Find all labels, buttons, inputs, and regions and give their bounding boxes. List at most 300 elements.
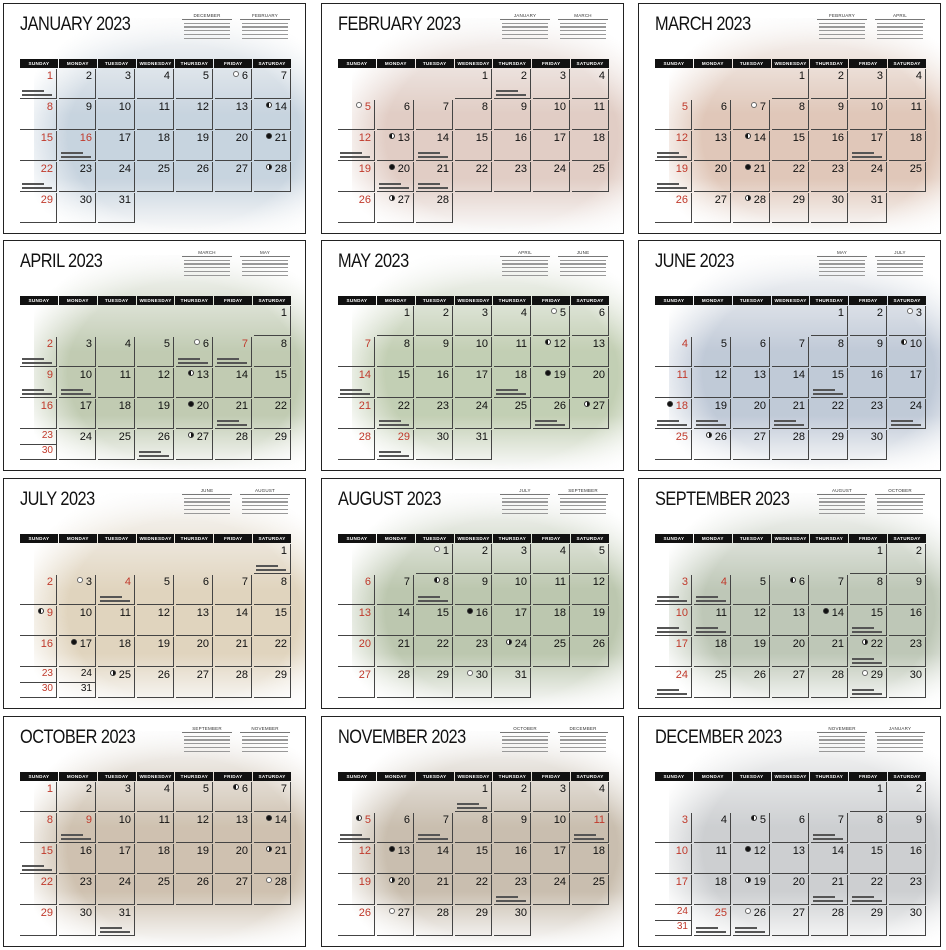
day-cell[interactable] (811, 875, 848, 905)
day-cell[interactable] (572, 637, 609, 667)
day-cell[interactable] (494, 668, 531, 698)
day-cell[interactable] (176, 668, 213, 698)
day-cell[interactable] (59, 606, 96, 636)
day-cell[interactable] (176, 606, 213, 636)
day-cell[interactable] (533, 844, 570, 874)
day-cell[interactable] (254, 100, 291, 130)
day-cell[interactable] (338, 875, 375, 905)
day-cell[interactable] (455, 668, 492, 698)
day-cell[interactable] (377, 575, 414, 605)
day-cell[interactable] (59, 683, 96, 698)
day-cell[interactable] (811, 368, 848, 398)
day-cell[interactable] (455, 306, 492, 336)
day-cell[interactable] (572, 399, 609, 429)
day-cell[interactable] (772, 337, 809, 367)
day-cell[interactable] (572, 606, 609, 636)
day-cell[interactable] (338, 668, 375, 698)
day-cell[interactable] (215, 368, 252, 398)
day-cell[interactable] (98, 606, 135, 636)
day-cell[interactable] (889, 844, 926, 874)
day-cell[interactable] (137, 430, 174, 460)
day-cell[interactable] (98, 131, 135, 161)
day-cell[interactable] (772, 844, 809, 874)
day-cell[interactable] (254, 844, 291, 874)
day-cell[interactable] (20, 131, 57, 161)
day-cell[interactable] (254, 875, 291, 905)
day-cell[interactable] (215, 813, 252, 843)
day-cell[interactable] (455, 399, 492, 429)
day-cell[interactable] (733, 575, 770, 605)
day-cell[interactable] (59, 575, 96, 605)
day-cell[interactable] (772, 606, 809, 636)
day-cell[interactable] (572, 575, 609, 605)
day-cell[interactable] (455, 813, 492, 843)
day-cell[interactable] (20, 100, 57, 130)
day-cell[interactable] (811, 668, 848, 698)
day-cell[interactable] (176, 430, 213, 460)
day-cell[interactable] (215, 162, 252, 192)
day-cell[interactable] (338, 575, 375, 605)
day-cell[interactable] (655, 100, 692, 130)
day-cell[interactable] (772, 131, 809, 161)
day-cell[interactable] (416, 637, 453, 667)
day-cell[interactable] (98, 875, 135, 905)
day-cell[interactable] (494, 875, 531, 905)
day-cell[interactable] (215, 875, 252, 905)
day-cell[interactable] (533, 875, 570, 905)
day-cell[interactable] (455, 162, 492, 192)
day-cell[interactable] (772, 875, 809, 905)
day-cell[interactable] (733, 606, 770, 636)
day-cell[interactable] (98, 668, 135, 698)
day-cell[interactable] (416, 544, 453, 574)
day-cell[interactable] (850, 430, 887, 460)
day-cell[interactable] (889, 782, 926, 812)
day-cell[interactable] (694, 875, 731, 905)
day-cell[interactable] (416, 306, 453, 336)
day-cell[interactable] (254, 813, 291, 843)
day-cell[interactable] (889, 637, 926, 667)
day-cell[interactable] (889, 668, 926, 698)
day-cell[interactable] (377, 430, 414, 460)
day-cell[interactable] (772, 575, 809, 605)
day-cell[interactable] (377, 606, 414, 636)
day-cell[interactable] (850, 306, 887, 336)
day-cell[interactable] (377, 131, 414, 161)
day-cell[interactable] (20, 575, 57, 605)
day-cell[interactable] (20, 69, 57, 99)
day-cell[interactable] (338, 844, 375, 874)
day-cell[interactable] (655, 844, 692, 874)
day-cell[interactable] (772, 813, 809, 843)
day-cell[interactable] (176, 69, 213, 99)
day-cell[interactable] (59, 69, 96, 99)
day-cell[interactable] (377, 844, 414, 874)
day-cell[interactable] (215, 575, 252, 605)
day-cell[interactable] (254, 162, 291, 192)
day-cell[interactable] (20, 162, 57, 192)
day-cell[interactable] (416, 100, 453, 130)
day-cell[interactable] (455, 875, 492, 905)
day-cell[interactable] (533, 100, 570, 130)
day-cell[interactable] (655, 875, 692, 905)
day-cell[interactable] (694, 637, 731, 667)
day-cell[interactable] (338, 100, 375, 130)
day-cell[interactable] (416, 575, 453, 605)
day-cell[interactable] (338, 813, 375, 843)
day-cell[interactable] (850, 399, 887, 429)
day-cell[interactable] (254, 430, 291, 460)
day-cell[interactable] (494, 906, 531, 936)
day-cell[interactable] (176, 844, 213, 874)
day-cell[interactable] (98, 782, 135, 812)
day-cell[interactable] (655, 921, 692, 936)
day-cell[interactable] (377, 906, 414, 936)
day-cell[interactable] (176, 368, 213, 398)
day-cell[interactable] (811, 844, 848, 874)
day-cell[interactable] (215, 430, 252, 460)
day-cell[interactable] (176, 575, 213, 605)
day-cell[interactable] (655, 193, 692, 223)
day-cell[interactable] (377, 337, 414, 367)
day-cell[interactable] (215, 131, 252, 161)
day-cell[interactable] (215, 399, 252, 429)
day-cell[interactable] (215, 337, 252, 367)
day-cell[interactable] (850, 606, 887, 636)
day-cell[interactable] (772, 430, 809, 460)
day-cell[interactable] (254, 368, 291, 398)
day-cell[interactable] (377, 813, 414, 843)
day-cell[interactable] (455, 368, 492, 398)
day-cell[interactable] (137, 637, 174, 667)
day-cell[interactable] (20, 683, 57, 698)
day-cell[interactable] (215, 844, 252, 874)
day-cell[interactable] (811, 606, 848, 636)
day-cell[interactable] (254, 637, 291, 667)
day-cell[interactable] (59, 668, 96, 683)
day-cell[interactable] (572, 875, 609, 905)
day-cell[interactable] (811, 100, 848, 130)
day-cell[interactable] (494, 306, 531, 336)
day-cell[interactable] (59, 844, 96, 874)
day-cell[interactable] (533, 69, 570, 99)
day-cell[interactable] (137, 337, 174, 367)
day-cell[interactable] (772, 368, 809, 398)
day-cell[interactable] (494, 162, 531, 192)
day-cell[interactable] (59, 399, 96, 429)
day-cell[interactable] (59, 193, 96, 223)
day-cell[interactable] (137, 782, 174, 812)
day-cell[interactable] (889, 131, 926, 161)
day-cell[interactable] (455, 100, 492, 130)
day-cell[interactable] (176, 100, 213, 130)
day-cell[interactable] (533, 544, 570, 574)
day-cell[interactable] (850, 813, 887, 843)
day-cell[interactable] (176, 162, 213, 192)
day-cell[interactable] (694, 193, 731, 223)
day-cell[interactable] (59, 813, 96, 843)
day-cell[interactable] (416, 162, 453, 192)
day-cell[interactable] (377, 668, 414, 698)
day-cell[interactable] (215, 668, 252, 698)
day-cell[interactable] (572, 782, 609, 812)
day-cell[interactable] (494, 813, 531, 843)
day-cell[interactable] (98, 575, 135, 605)
day-cell[interactable] (889, 544, 926, 574)
day-cell[interactable] (772, 69, 809, 99)
day-cell[interactable] (733, 399, 770, 429)
day-cell[interactable] (20, 606, 57, 636)
day-cell[interactable] (533, 399, 570, 429)
day-cell[interactable] (694, 131, 731, 161)
day-cell[interactable] (416, 906, 453, 936)
day-cell[interactable] (20, 782, 57, 812)
day-cell[interactable] (533, 162, 570, 192)
day-cell[interactable] (254, 575, 291, 605)
day-cell[interactable] (533, 306, 570, 336)
day-cell[interactable] (850, 844, 887, 874)
day-cell[interactable] (811, 337, 848, 367)
day-cell[interactable] (20, 445, 57, 460)
day-cell[interactable] (98, 69, 135, 99)
day-cell[interactable] (137, 100, 174, 130)
day-cell[interactable] (98, 637, 135, 667)
day-cell[interactable] (254, 668, 291, 698)
day-cell[interactable] (98, 430, 135, 460)
day-cell[interactable] (20, 430, 57, 445)
day-cell[interactable] (455, 575, 492, 605)
day-cell[interactable] (850, 637, 887, 667)
day-cell[interactable] (59, 131, 96, 161)
day-cell[interactable] (20, 637, 57, 667)
day-cell[interactable] (416, 193, 453, 223)
day-cell[interactable] (338, 906, 375, 936)
day-cell[interactable] (20, 337, 57, 367)
day-cell[interactable] (98, 844, 135, 874)
day-cell[interactable] (254, 544, 291, 574)
day-cell[interactable] (733, 337, 770, 367)
day-cell[interactable] (694, 162, 731, 192)
day-cell[interactable] (772, 193, 809, 223)
day-cell[interactable] (733, 844, 770, 874)
day-cell[interactable] (533, 637, 570, 667)
day-cell[interactable] (850, 193, 887, 223)
day-cell[interactable] (98, 100, 135, 130)
day-cell[interactable] (889, 875, 926, 905)
day-cell[interactable] (59, 637, 96, 667)
day-cell[interactable] (20, 399, 57, 429)
day-cell[interactable] (733, 430, 770, 460)
day-cell[interactable] (733, 875, 770, 905)
day-cell[interactable] (338, 337, 375, 367)
day-cell[interactable] (455, 606, 492, 636)
day-cell[interactable] (655, 668, 692, 698)
day-cell[interactable] (655, 575, 692, 605)
day-cell[interactable] (889, 69, 926, 99)
day-cell[interactable] (176, 337, 213, 367)
day-cell[interactable] (889, 606, 926, 636)
day-cell[interactable] (850, 131, 887, 161)
day-cell[interactable] (176, 637, 213, 667)
day-cell[interactable] (377, 100, 414, 130)
day-cell[interactable] (176, 813, 213, 843)
day-cell[interactable] (811, 399, 848, 429)
day-cell[interactable] (694, 368, 731, 398)
day-cell[interactable] (176, 131, 213, 161)
day-cell[interactable] (772, 906, 809, 936)
day-cell[interactable] (137, 813, 174, 843)
day-cell[interactable] (254, 399, 291, 429)
day-cell[interactable] (494, 131, 531, 161)
day-cell[interactable] (455, 844, 492, 874)
day-cell[interactable] (137, 668, 174, 698)
day-cell[interactable] (655, 906, 692, 921)
day-cell[interactable] (850, 162, 887, 192)
day-cell[interactable] (494, 100, 531, 130)
day-cell[interactable] (455, 337, 492, 367)
day-cell[interactable] (694, 575, 731, 605)
day-cell[interactable] (494, 368, 531, 398)
day-cell[interactable] (655, 368, 692, 398)
day-cell[interactable] (377, 875, 414, 905)
day-cell[interactable] (850, 100, 887, 130)
day-cell[interactable] (655, 399, 692, 429)
day-cell[interactable] (20, 193, 57, 223)
day-cell[interactable] (137, 606, 174, 636)
day-cell[interactable] (137, 875, 174, 905)
day-cell[interactable] (416, 430, 453, 460)
day-cell[interactable] (811, 430, 848, 460)
day-cell[interactable] (215, 637, 252, 667)
day-cell[interactable] (59, 430, 96, 460)
day-cell[interactable] (377, 193, 414, 223)
day-cell[interactable] (59, 875, 96, 905)
day-cell[interactable] (572, 162, 609, 192)
day-cell[interactable] (533, 337, 570, 367)
day-cell[interactable] (772, 637, 809, 667)
day-cell[interactable] (733, 131, 770, 161)
day-cell[interactable] (694, 100, 731, 130)
day-cell[interactable] (533, 131, 570, 161)
day-cell[interactable] (850, 575, 887, 605)
day-cell[interactable] (455, 69, 492, 99)
day-cell[interactable] (254, 337, 291, 367)
day-cell[interactable] (772, 100, 809, 130)
day-cell[interactable] (416, 368, 453, 398)
day-cell[interactable] (494, 337, 531, 367)
day-cell[interactable] (533, 368, 570, 398)
day-cell[interactable] (137, 844, 174, 874)
day-cell[interactable] (416, 875, 453, 905)
day-cell[interactable] (811, 637, 848, 667)
day-cell[interactable] (572, 813, 609, 843)
day-cell[interactable] (655, 637, 692, 667)
day-cell[interactable] (20, 813, 57, 843)
day-cell[interactable] (416, 813, 453, 843)
day-cell[interactable] (694, 668, 731, 698)
day-cell[interactable] (98, 193, 135, 223)
day-cell[interactable] (572, 69, 609, 99)
day-cell[interactable] (377, 368, 414, 398)
day-cell[interactable] (20, 844, 57, 874)
day-cell[interactable] (455, 131, 492, 161)
day-cell[interactable] (494, 544, 531, 574)
day-cell[interactable] (338, 606, 375, 636)
day-cell[interactable] (416, 844, 453, 874)
day-cell[interactable] (416, 399, 453, 429)
day-cell[interactable] (416, 131, 453, 161)
day-cell[interactable] (850, 782, 887, 812)
day-cell[interactable] (20, 368, 57, 398)
day-cell[interactable] (694, 906, 731, 936)
day-cell[interactable] (533, 782, 570, 812)
day-cell[interactable] (338, 368, 375, 398)
day-cell[interactable] (811, 162, 848, 192)
day-cell[interactable] (889, 399, 926, 429)
day-cell[interactable] (98, 162, 135, 192)
day-cell[interactable] (254, 782, 291, 812)
day-cell[interactable] (850, 668, 887, 698)
day-cell[interactable] (455, 430, 492, 460)
day-cell[interactable] (494, 844, 531, 874)
day-cell[interactable] (59, 782, 96, 812)
day-cell[interactable] (137, 69, 174, 99)
day-cell[interactable] (733, 637, 770, 667)
day-cell[interactable] (20, 906, 57, 936)
day-cell[interactable] (98, 813, 135, 843)
day-cell[interactable] (850, 337, 887, 367)
day-cell[interactable] (98, 906, 135, 936)
day-cell[interactable] (733, 368, 770, 398)
day-cell[interactable] (416, 606, 453, 636)
day-cell[interactable] (338, 162, 375, 192)
day-cell[interactable] (889, 337, 926, 367)
day-cell[interactable] (772, 162, 809, 192)
day-cell[interactable] (254, 131, 291, 161)
day-cell[interactable] (98, 337, 135, 367)
day-cell[interactable] (176, 399, 213, 429)
day-cell[interactable] (733, 162, 770, 192)
day-cell[interactable] (811, 193, 848, 223)
day-cell[interactable] (137, 399, 174, 429)
day-cell[interactable] (338, 637, 375, 667)
day-cell[interactable] (694, 430, 731, 460)
day-cell[interactable] (733, 668, 770, 698)
day-cell[interactable] (338, 399, 375, 429)
day-cell[interactable] (733, 906, 770, 936)
day-cell[interactable] (889, 813, 926, 843)
day-cell[interactable] (811, 131, 848, 161)
day-cell[interactable] (811, 575, 848, 605)
day-cell[interactable] (98, 399, 135, 429)
day-cell[interactable] (694, 844, 731, 874)
day-cell[interactable] (416, 337, 453, 367)
day-cell[interactable] (377, 162, 414, 192)
day-cell[interactable] (215, 606, 252, 636)
day-cell[interactable] (572, 306, 609, 336)
day-cell[interactable] (254, 606, 291, 636)
day-cell[interactable] (889, 306, 926, 336)
day-cell[interactable] (494, 69, 531, 99)
day-cell[interactable] (655, 337, 692, 367)
day-cell[interactable] (494, 399, 531, 429)
day-cell[interactable] (572, 544, 609, 574)
day-cell[interactable] (533, 813, 570, 843)
day-cell[interactable] (533, 575, 570, 605)
day-cell[interactable] (59, 100, 96, 130)
day-cell[interactable] (137, 131, 174, 161)
day-cell[interactable] (137, 368, 174, 398)
